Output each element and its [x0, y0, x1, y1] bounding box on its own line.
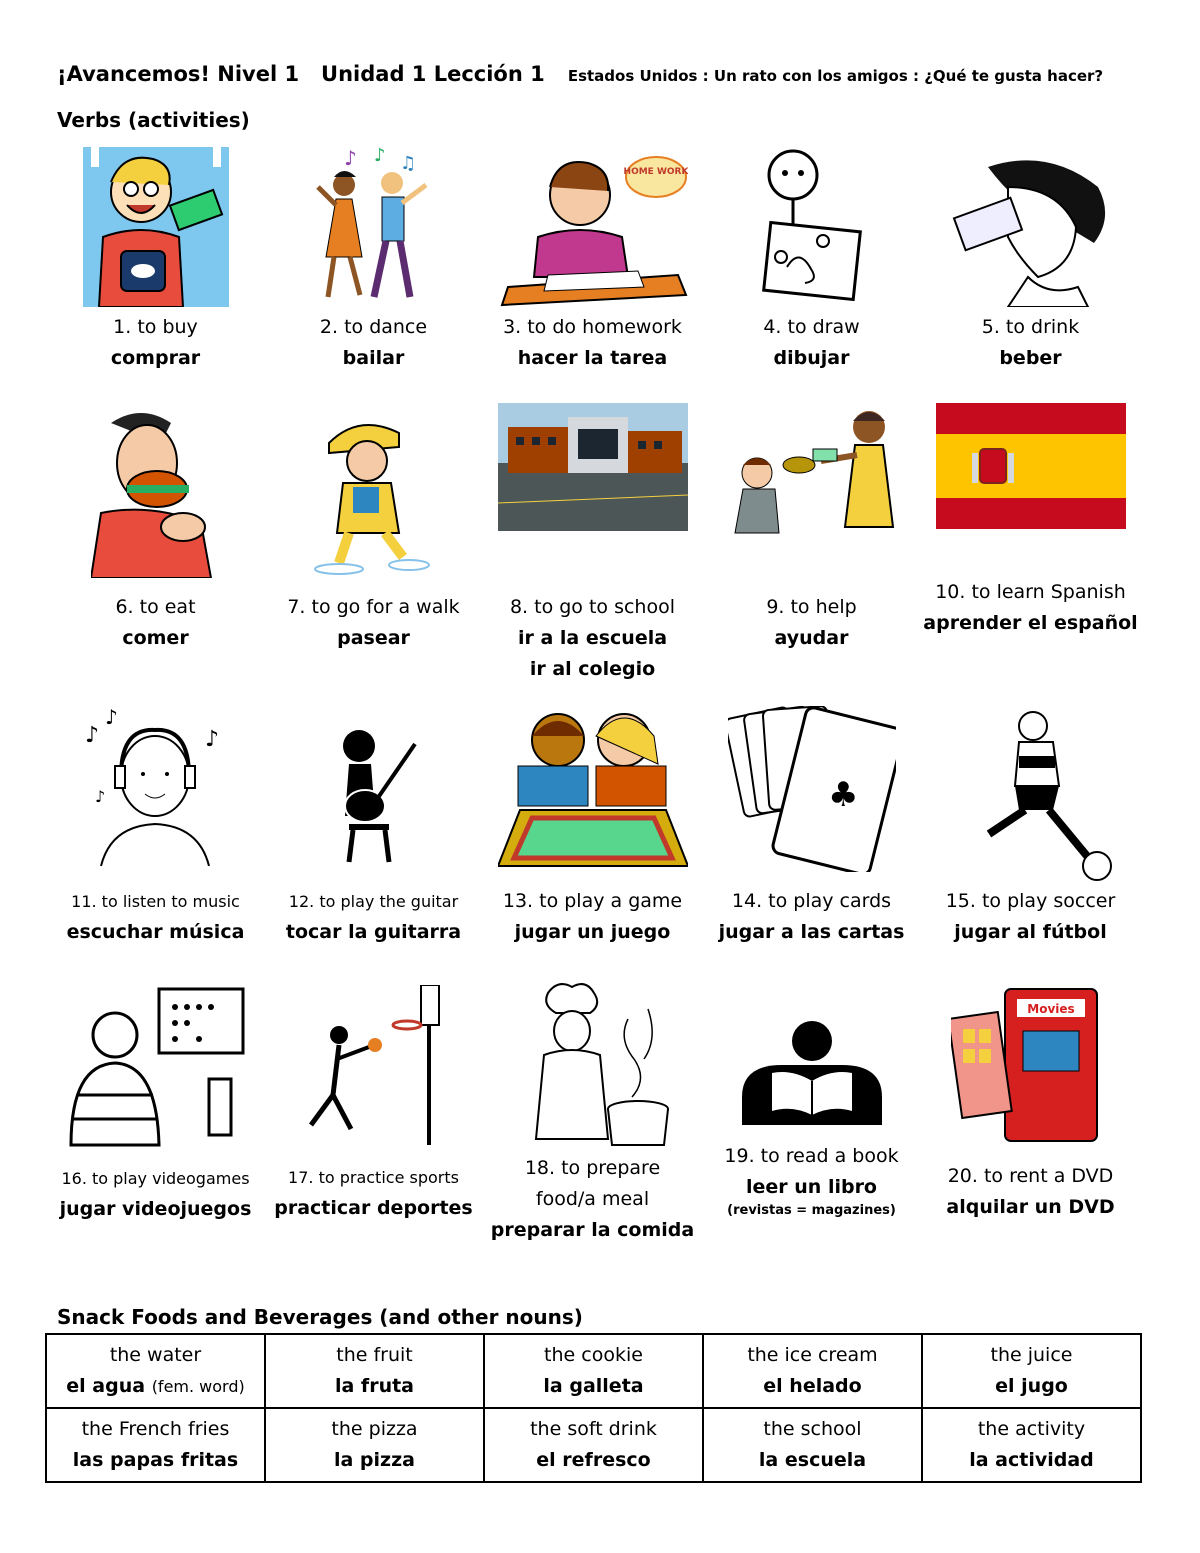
verb-english: 2. to dance — [319, 316, 428, 338]
noun-english: the juice — [990, 1344, 1073, 1366]
homework-sign: HOME WORK — [623, 167, 688, 177]
verb-english: 13. to play a game — [502, 890, 683, 912]
verb-card-homework — [483, 147, 702, 374]
verb-english: 17. to practice sports — [288, 1168, 459, 1187]
verb-card-videogames — [46, 985, 265, 1225]
verb-card-dance — [264, 147, 483, 374]
verb-english: 3. to do homework — [503, 316, 682, 338]
noun-english: the ice cream — [747, 1344, 878, 1366]
verb-english: 5. to drink — [981, 316, 1080, 338]
noun-cell — [265, 1408, 484, 1482]
verb-english: 12. to play the guitar — [288, 892, 459, 911]
verb-english: 4. to draw — [763, 316, 860, 338]
boy-homework-icon — [498, 147, 688, 307]
svg-text:♣: ♣ — [827, 775, 858, 815]
noun-english: the school — [763, 1418, 862, 1440]
dvd-kiosk-icon — [951, 985, 1111, 1145]
noun-spanish: el refresco — [536, 1449, 651, 1471]
page-header — [57, 62, 1157, 96]
noun-english: the soft drink — [530, 1418, 657, 1440]
verb-spanish: beber — [999, 347, 1062, 369]
verb-spanish: jugar a las cartas — [718, 921, 905, 943]
svg-text:♪: ♪ — [104, 706, 118, 729]
verb-card-cook — [483, 979, 702, 1246]
verb-spanish: ir a la escuela — [517, 627, 668, 649]
verb-english: 14. to play cards — [731, 890, 892, 912]
playing-cards-icon — [728, 706, 896, 872]
noun-english: the water — [109, 1344, 202, 1366]
noun-english: the activity — [977, 1418, 1086, 1440]
verb-card-spanish — [921, 403, 1140, 639]
verb-english: 18. to prepare — [524, 1157, 661, 1179]
boy-buying-icon — [83, 147, 229, 307]
nouns-heading: Snack Foods and Beverages (and other nouns) — [57, 1305, 583, 1329]
verb-spanish: alquilar un DVD — [946, 1196, 1115, 1218]
verb-card-draw — [702, 147, 921, 374]
verb-spanish: jugar un juego — [514, 921, 671, 943]
verb-card-music — [46, 706, 265, 948]
verb-card-buy — [46, 147, 265, 374]
chef-cooking-icon — [508, 979, 678, 1151]
verb-card-eat — [46, 403, 265, 654]
noun-english: the French fries — [81, 1418, 230, 1440]
svg-text:♪: ♪ — [84, 723, 99, 748]
verb-spanish: jugar videojuegos — [59, 1198, 252, 1220]
school-building-icon — [498, 403, 688, 531]
svg-text:♪: ♪ — [373, 147, 385, 166]
noun-spanish: la actividad — [969, 1449, 1094, 1471]
verb-spanish-alt: ir al colegio — [529, 658, 656, 680]
verb-spanish: hacer la tarea — [517, 347, 668, 369]
verb-note: (revistas = magazines) — [727, 1203, 896, 1218]
verb-spanish: ayudar — [774, 627, 849, 649]
noun-spanish: la escuela — [758, 1449, 867, 1471]
verb-spanish: jugar al fútbol — [954, 921, 1107, 943]
svg-text:♫: ♫ — [399, 153, 416, 174]
soccer-player-icon — [949, 706, 1113, 882]
table-row — [46, 1334, 1141, 1408]
noun-cell — [484, 1334, 703, 1408]
noun-cell — [703, 1408, 922, 1482]
verb-english: 7. to go for a walk — [287, 596, 460, 618]
basketball-player-icon — [299, 985, 449, 1145]
verb-spanish: practicar deportes — [274, 1197, 473, 1219]
nouns-table — [45, 1333, 1142, 1483]
verb-spanish: bailar — [342, 347, 405, 369]
verb-english: 19. to read a book — [724, 1145, 899, 1167]
verb-spanish: comprar — [110, 347, 201, 369]
verb-card-drink — [921, 147, 1140, 374]
board-game-icon — [498, 706, 688, 872]
verb-english: 9. to help — [766, 596, 857, 618]
verb-english: 20. to rent a DVD — [947, 1165, 1114, 1187]
verb-spanish: pasear — [337, 627, 410, 649]
verb-english-cont: food/a meal — [535, 1188, 650, 1210]
verb-spanish: leer un libro — [746, 1176, 877, 1198]
verb-card-school — [483, 403, 702, 685]
noun-cell — [922, 1408, 1141, 1482]
verb-spanish: tocar la guitarra — [285, 921, 462, 943]
verb-spanish: escuchar música — [66, 921, 245, 943]
couple-dancing-icon — [304, 147, 444, 307]
noun-cell — [265, 1334, 484, 1408]
verb-english: 15. to play soccer — [945, 890, 1116, 912]
verb-card-walk — [264, 403, 483, 654]
verb-card-guitar — [264, 706, 483, 948]
svg-text:♪: ♪ — [343, 147, 357, 170]
noun-english: the cookie — [544, 1344, 643, 1366]
verb-english: 1. to buy — [113, 316, 198, 338]
verb-english: 16. to play videogames — [61, 1169, 250, 1188]
noun-spanish: el agua — [66, 1375, 146, 1397]
verbs-heading: Verbs (activities) — [57, 108, 250, 132]
noun-spanish: las papas fritas — [72, 1449, 239, 1471]
noun-spanish: el jugo — [995, 1375, 1068, 1397]
table-row — [46, 1408, 1141, 1482]
svg-text:♪: ♪ — [94, 787, 105, 806]
noun-cell — [703, 1334, 922, 1408]
spain-flag-icon — [936, 403, 1126, 529]
person-eating-icon — [91, 403, 221, 578]
noun-cell — [922, 1334, 1141, 1408]
svg-text:♪: ♪ — [204, 727, 219, 752]
noun-cell — [46, 1408, 265, 1482]
noun-english: the pizza — [331, 1418, 418, 1440]
verb-english: 10. to learn Spanish — [935, 581, 1126, 603]
verb-card-soccer — [921, 706, 1140, 948]
videogame-player-icon — [63, 985, 249, 1155]
reading-book-icon — [732, 985, 892, 1125]
guitar-player-icon — [319, 706, 429, 866]
verb-spanish: aprender el español — [923, 612, 1138, 634]
listening-music-icon — [81, 706, 231, 866]
verb-card-cards — [702, 706, 921, 948]
walking-in-rain-icon — [309, 403, 439, 578]
verb-card-game — [483, 706, 702, 948]
verb-card-sports — [264, 985, 483, 1224]
person-drinking-icon — [948, 147, 1114, 307]
noun-spanish: la galleta — [543, 1375, 644, 1397]
verb-english: 6. to eat — [115, 596, 196, 618]
verb-spanish: dibujar — [773, 347, 850, 369]
noun-cell — [46, 1334, 265, 1408]
verb-card-help — [702, 403, 921, 654]
verb-spanish: comer — [122, 627, 189, 649]
noun-cell — [484, 1408, 703, 1482]
page-subtitle: Estados Unidos : Un rato con los amigos : ¿Qué te gusta hacer? — [567, 67, 1104, 85]
noun-spanish: la pizza — [333, 1449, 415, 1471]
noun-english: the fruit — [336, 1344, 413, 1366]
noun-spanish: la fruta — [334, 1375, 414, 1397]
helping-person-icon — [717, 403, 907, 553]
kiosk-sign: Movies — [1026, 1002, 1075, 1016]
verb-english: 11. to listen to music — [71, 892, 240, 911]
verb-card-rent — [921, 985, 1140, 1223]
verb-card-read — [702, 985, 921, 1219]
verb-english: 8. to go to school — [509, 596, 676, 618]
noun-note: (fem. word) — [151, 1377, 245, 1396]
stick-figure-drawing-icon — [757, 147, 867, 307]
verb-spanish: preparar la comida — [490, 1219, 695, 1241]
page-title: ¡Avancemos! Nivel 1 Unidad 1 Lección 1 — [57, 62, 545, 86]
noun-spanish: el helado — [763, 1375, 862, 1397]
